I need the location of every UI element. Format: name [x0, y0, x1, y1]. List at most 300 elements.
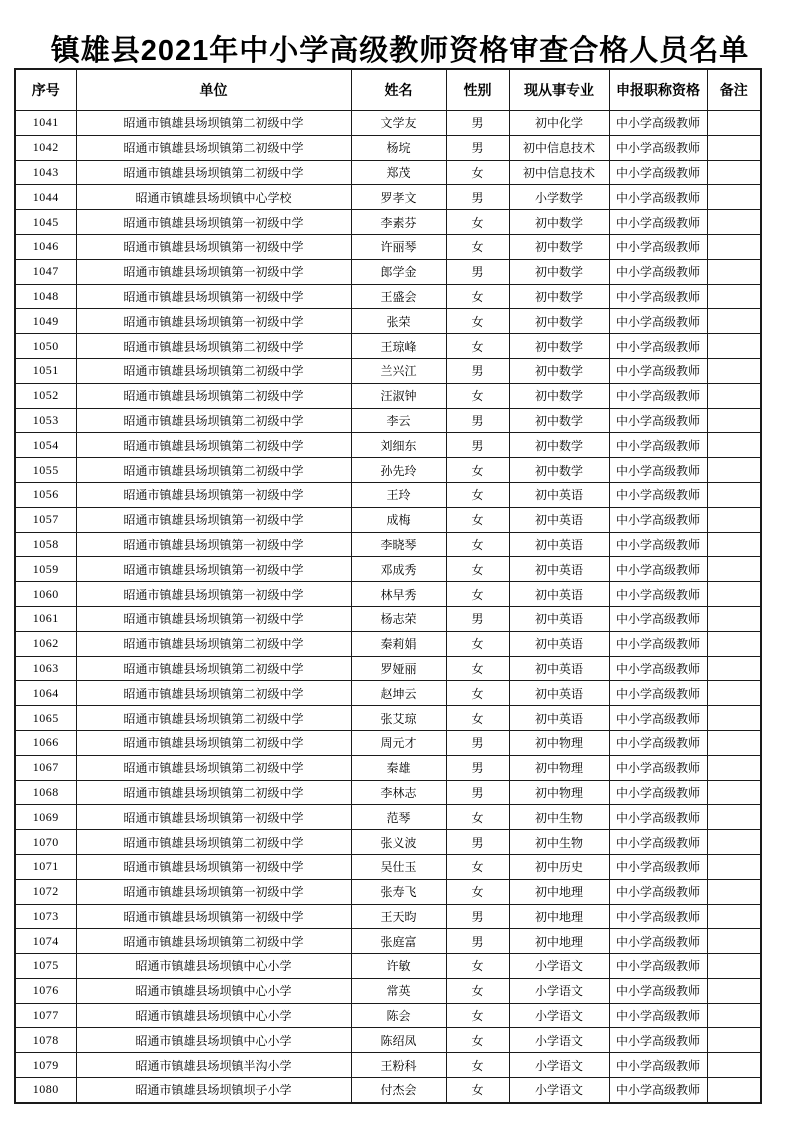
- column-header-seq: 序号: [15, 69, 76, 111]
- cell-unit: 昭通市镇雄县场坝镇第二初级中学: [76, 408, 351, 433]
- cell-unit: 昭通市镇雄县场坝镇第二初级中学: [76, 755, 351, 780]
- cell-sex: 男: [446, 408, 509, 433]
- table-row: [15, 507, 761, 532]
- cell-title: 中小学高级教师: [609, 334, 707, 359]
- table-row: [15, 284, 761, 309]
- cell-note: [707, 830, 761, 855]
- cell-unit: 昭通市镇雄县场坝镇第一初级中学: [76, 532, 351, 557]
- cell-unit: 昭通市镇雄县场坝镇第二初级中学: [76, 929, 351, 954]
- cell-seq: 1070: [15, 830, 76, 855]
- cell-note: [707, 160, 761, 185]
- cell-major: 初中数学: [509, 433, 609, 458]
- cell-name: 周元才: [351, 730, 446, 755]
- cell-unit: 昭通市镇雄县场坝镇第一初级中学: [76, 606, 351, 631]
- cell-seq: 1047: [15, 259, 76, 284]
- cell-sex: 男: [446, 111, 509, 136]
- cell-seq: 1062: [15, 631, 76, 656]
- cell-seq: 1065: [15, 706, 76, 731]
- table-row: [15, 854, 761, 879]
- table-row: [15, 557, 761, 582]
- cell-title: 中小学高级教师: [609, 358, 707, 383]
- cell-name: 孙先玲: [351, 458, 446, 483]
- cell-title: 中小学高级教师: [609, 805, 707, 830]
- cell-major: 初中地理: [509, 904, 609, 929]
- cell-seq: 1069: [15, 805, 76, 830]
- cell-seq: 1076: [15, 978, 76, 1003]
- cell-seq: 1042: [15, 135, 76, 160]
- cell-seq: 1055: [15, 458, 76, 483]
- cell-title: 中小学高级教师: [609, 730, 707, 755]
- cell-major: 初中英语: [509, 482, 609, 507]
- cell-major: 初中物理: [509, 780, 609, 805]
- table-row: [15, 830, 761, 855]
- cell-note: [707, 458, 761, 483]
- cell-note: [707, 706, 761, 731]
- cell-unit: 昭通市镇雄县场坝镇第一初级中学: [76, 582, 351, 607]
- cell-sex: 男: [446, 830, 509, 855]
- cell-note: [707, 284, 761, 309]
- cell-title: 中小学高级教师: [609, 706, 707, 731]
- cell-unit: 昭通市镇雄县场坝镇第二初级中学: [76, 706, 351, 731]
- table-row: [15, 730, 761, 755]
- cell-unit: 昭通市镇雄县场坝镇第一初级中学: [76, 904, 351, 929]
- cell-sex: 女: [446, 1078, 509, 1103]
- table-row: [15, 1028, 761, 1053]
- cell-title: 中小学高级教师: [609, 1003, 707, 1028]
- table-row: [15, 111, 761, 136]
- cell-major: 初中物理: [509, 755, 609, 780]
- table-row: [15, 706, 761, 731]
- cell-major: 初中历史: [509, 854, 609, 879]
- cell-major: 初中生物: [509, 830, 609, 855]
- cell-sex: 女: [446, 532, 509, 557]
- cell-seq: 1064: [15, 681, 76, 706]
- cell-title: 中小学高级教师: [609, 1028, 707, 1053]
- cell-title: 中小学高级教师: [609, 1053, 707, 1078]
- cell-note: [707, 805, 761, 830]
- cell-unit: 昭通市镇雄县场坝镇第二初级中学: [76, 358, 351, 383]
- cell-seq: 1059: [15, 557, 76, 582]
- cell-major: 初中数学: [509, 210, 609, 235]
- cell-unit: 昭通市镇雄县场坝镇第一初级中学: [76, 879, 351, 904]
- cell-sex: 女: [446, 160, 509, 185]
- cell-major: 初中物理: [509, 730, 609, 755]
- cell-major: 初中英语: [509, 606, 609, 631]
- cell-major: 初中数学: [509, 309, 609, 334]
- cell-name: 吴仕玉: [351, 854, 446, 879]
- cell-unit: 昭通市镇雄县场坝镇第二初级中学: [76, 656, 351, 681]
- cell-note: [707, 1003, 761, 1028]
- table-row: [15, 458, 761, 483]
- cell-unit: 昭通市镇雄县场坝镇第二初级中学: [76, 433, 351, 458]
- cell-major: 小学语文: [509, 1078, 609, 1103]
- cell-name: 陈会: [351, 1003, 446, 1028]
- cell-major: 小学数学: [509, 185, 609, 210]
- cell-title: 中小学高级教师: [609, 755, 707, 780]
- cell-note: [707, 681, 761, 706]
- cell-note: [707, 904, 761, 929]
- table-row: [15, 929, 761, 954]
- cell-name: 秦莉娟: [351, 631, 446, 656]
- cell-title: 中小学高级教师: [609, 383, 707, 408]
- cell-major: 初中数学: [509, 259, 609, 284]
- cell-title: 中小学高级教师: [609, 507, 707, 532]
- cell-sex: 女: [446, 383, 509, 408]
- cell-title: 中小学高级教师: [609, 631, 707, 656]
- cell-sex: 男: [446, 904, 509, 929]
- cell-title: 中小学高级教师: [609, 656, 707, 681]
- table-row: [15, 309, 761, 334]
- table-row: [15, 383, 761, 408]
- cell-note: [707, 879, 761, 904]
- cell-name: 林早秀: [351, 582, 446, 607]
- page-title: 镇雄县2021年中小学高级教师资格审查合格人员名单: [50, 35, 750, 67]
- column-header-name: 姓名: [351, 69, 446, 111]
- cell-title: 中小学高级教师: [609, 234, 707, 259]
- cell-note: [707, 309, 761, 334]
- cell-major: 初中英语: [509, 656, 609, 681]
- cell-note: [707, 557, 761, 582]
- table-row: [15, 606, 761, 631]
- cell-unit: 昭通市镇雄县场坝镇第二初级中学: [76, 681, 351, 706]
- cell-note: [707, 954, 761, 979]
- table-row: [15, 210, 761, 235]
- cell-sex: 男: [446, 929, 509, 954]
- cell-major: 初中英语: [509, 582, 609, 607]
- cell-sex: 女: [446, 507, 509, 532]
- cell-unit: 昭通市镇雄县场坝镇第一初级中学: [76, 854, 351, 879]
- cell-name: 张荣: [351, 309, 446, 334]
- table-row: [15, 259, 761, 284]
- cell-name: 张庭富: [351, 929, 446, 954]
- cell-note: [707, 334, 761, 359]
- table-row: [15, 631, 761, 656]
- cell-note: [707, 111, 761, 136]
- cell-name: 张义波: [351, 830, 446, 855]
- cell-major: 小学语文: [509, 1053, 609, 1078]
- cell-major: 初中英语: [509, 532, 609, 557]
- table-row: [15, 780, 761, 805]
- cell-unit: 昭通市镇雄县场坝镇坝子小学: [76, 1078, 351, 1103]
- cell-note: [707, 854, 761, 879]
- cell-unit: 昭通市镇雄县场坝镇中心小学: [76, 978, 351, 1003]
- table-row: [15, 1003, 761, 1028]
- cell-sex: 女: [446, 706, 509, 731]
- cell-note: [707, 606, 761, 631]
- cell-sex: 女: [446, 334, 509, 359]
- cell-note: [707, 929, 761, 954]
- cell-sex: 女: [446, 681, 509, 706]
- cell-name: 成梅: [351, 507, 446, 532]
- cell-seq: 1074: [15, 929, 76, 954]
- cell-seq: 1073: [15, 904, 76, 929]
- cell-major: 初中英语: [509, 557, 609, 582]
- cell-sex: 女: [446, 234, 509, 259]
- table-row: [15, 954, 761, 979]
- cell-seq: 1043: [15, 160, 76, 185]
- cell-unit: 昭通市镇雄县场坝镇第二初级中学: [76, 160, 351, 185]
- cell-name: 罗娅丽: [351, 656, 446, 681]
- cell-title: 中小学高级教师: [609, 408, 707, 433]
- cell-unit: 昭通市镇雄县场坝镇第二初级中学: [76, 631, 351, 656]
- cell-note: [707, 978, 761, 1003]
- table-row: [15, 532, 761, 557]
- cell-sex: 女: [446, 978, 509, 1003]
- cell-name: 张寿飞: [351, 879, 446, 904]
- cell-name: 郑茂: [351, 160, 446, 185]
- cell-seq: 1051: [15, 358, 76, 383]
- table-row: [15, 358, 761, 383]
- cell-note: [707, 408, 761, 433]
- cell-name: 王琼峰: [351, 334, 446, 359]
- table-row: [15, 234, 761, 259]
- cell-unit: 昭通市镇雄县场坝镇第二初级中学: [76, 458, 351, 483]
- cell-title: 中小学高级教师: [609, 135, 707, 160]
- cell-major: 初中数学: [509, 458, 609, 483]
- cell-note: [707, 582, 761, 607]
- cell-sex: 男: [446, 730, 509, 755]
- cell-title: 中小学高级教师: [609, 185, 707, 210]
- cell-major: 初中英语: [509, 681, 609, 706]
- cell-note: [707, 1028, 761, 1053]
- cell-name: 杨志荣: [351, 606, 446, 631]
- cell-unit: 昭通市镇雄县场坝镇第一初级中学: [76, 284, 351, 309]
- cell-sex: 男: [446, 433, 509, 458]
- cell-note: [707, 482, 761, 507]
- table-row: [15, 904, 761, 929]
- cell-sex: 男: [446, 358, 509, 383]
- cell-seq: 1049: [15, 309, 76, 334]
- cell-note: [707, 259, 761, 284]
- cell-unit: 昭通市镇雄县场坝镇半沟小学: [76, 1053, 351, 1078]
- cell-major: 初中数学: [509, 383, 609, 408]
- cell-note: [707, 358, 761, 383]
- cell-title: 中小学高级教师: [609, 433, 707, 458]
- table-row: [15, 135, 761, 160]
- cell-name: 李素芬: [351, 210, 446, 235]
- cell-name: 许敏: [351, 954, 446, 979]
- cell-note: [707, 507, 761, 532]
- cell-unit: 昭通市镇雄县场坝镇第一初级中学: [76, 309, 351, 334]
- cell-note: [707, 532, 761, 557]
- cell-title: 中小学高级教师: [609, 532, 707, 557]
- cell-major: 小学语文: [509, 954, 609, 979]
- cell-note: [707, 631, 761, 656]
- cell-major: 初中数学: [509, 408, 609, 433]
- cell-sex: 女: [446, 879, 509, 904]
- cell-major: 初中信息技术: [509, 160, 609, 185]
- cell-unit: 昭通市镇雄县场坝镇第一初级中学: [76, 482, 351, 507]
- cell-seq: 1067: [15, 755, 76, 780]
- cell-sex: 女: [446, 210, 509, 235]
- cell-title: 中小学高级教师: [609, 259, 707, 284]
- cell-sex: 女: [446, 309, 509, 334]
- cell-title: 中小学高级教师: [609, 309, 707, 334]
- cell-sex: 男: [446, 755, 509, 780]
- cell-title: 中小学高级教师: [609, 978, 707, 1003]
- cell-name: 陈绍凤: [351, 1028, 446, 1053]
- cell-name: 王玲: [351, 482, 446, 507]
- table-header-row: [15, 69, 761, 111]
- cell-seq: 1079: [15, 1053, 76, 1078]
- cell-title: 中小学高级教师: [609, 557, 707, 582]
- cell-seq: 1063: [15, 656, 76, 681]
- cell-sex: 女: [446, 1053, 509, 1078]
- cell-major: 初中生物: [509, 805, 609, 830]
- table-row: [15, 160, 761, 185]
- cell-title: 中小学高级教师: [609, 854, 707, 879]
- cell-major: 初中英语: [509, 706, 609, 731]
- cell-sex: 女: [446, 631, 509, 656]
- column-header-title: 申报职称资格: [609, 69, 707, 111]
- cell-title: 中小学高级教师: [609, 954, 707, 979]
- cell-note: [707, 185, 761, 210]
- cell-name: 赵坤云: [351, 681, 446, 706]
- qualified-personnel-table: [14, 68, 762, 1104]
- cell-seq: 1075: [15, 954, 76, 979]
- cell-name: 李晓琴: [351, 532, 446, 557]
- cell-note: [707, 383, 761, 408]
- cell-title: 中小学高级教师: [609, 830, 707, 855]
- cell-note: [707, 780, 761, 805]
- cell-note: [707, 656, 761, 681]
- cell-unit: 昭通市镇雄县场坝镇第一初级中学: [76, 805, 351, 830]
- cell-title: 中小学高级教师: [609, 879, 707, 904]
- cell-sex: 男: [446, 780, 509, 805]
- cell-sex: 男: [446, 185, 509, 210]
- cell-title: 中小学高级教师: [609, 1078, 707, 1103]
- cell-seq: 1044: [15, 185, 76, 210]
- cell-unit: 昭通市镇雄县场坝镇第二初级中学: [76, 111, 351, 136]
- cell-unit: 昭通市镇雄县场坝镇中心学校: [76, 185, 351, 210]
- cell-sex: 女: [446, 805, 509, 830]
- cell-seq: 1072: [15, 879, 76, 904]
- table-row: [15, 582, 761, 607]
- cell-seq: 1045: [15, 210, 76, 235]
- cell-sex: 女: [446, 482, 509, 507]
- cell-note: [707, 1053, 761, 1078]
- cell-seq: 1080: [15, 1078, 76, 1103]
- table-row: [15, 334, 761, 359]
- cell-seq: 1057: [15, 507, 76, 532]
- cell-title: 中小学高级教师: [609, 458, 707, 483]
- cell-unit: 昭通市镇雄县场坝镇第二初级中学: [76, 780, 351, 805]
- cell-unit: 昭通市镇雄县场坝镇第一初级中学: [76, 259, 351, 284]
- cell-sex: 男: [446, 606, 509, 631]
- cell-title: 中小学高级教师: [609, 904, 707, 929]
- cell-seq: 1061: [15, 606, 76, 631]
- cell-sex: 女: [446, 1003, 509, 1028]
- cell-seq: 1050: [15, 334, 76, 359]
- cell-sex: 男: [446, 259, 509, 284]
- cell-name: 许丽琴: [351, 234, 446, 259]
- cell-unit: 昭通市镇雄县场坝镇第二初级中学: [76, 334, 351, 359]
- cell-name: 张艾琼: [351, 706, 446, 731]
- table-row: [15, 879, 761, 904]
- cell-sex: 女: [446, 284, 509, 309]
- cell-seq: 1041: [15, 111, 76, 136]
- cell-name: 兰兴江: [351, 358, 446, 383]
- cell-note: [707, 1078, 761, 1103]
- cell-name: 常英: [351, 978, 446, 1003]
- cell-seq: 1053: [15, 408, 76, 433]
- column-header-sex: 性别: [446, 69, 509, 111]
- table-row: [15, 978, 761, 1003]
- cell-major: 小学语文: [509, 1003, 609, 1028]
- cell-major: 初中数学: [509, 358, 609, 383]
- cell-title: 中小学高级教师: [609, 160, 707, 185]
- cell-major: 初中英语: [509, 631, 609, 656]
- cell-unit: 昭通市镇雄县场坝镇第一初级中学: [76, 557, 351, 582]
- table-row: [15, 656, 761, 681]
- cell-title: 中小学高级教师: [609, 681, 707, 706]
- cell-title: 中小学高级教师: [609, 284, 707, 309]
- cell-major: 初中地理: [509, 879, 609, 904]
- column-header-note: 备注: [707, 69, 761, 111]
- cell-major: 小学语文: [509, 978, 609, 1003]
- cell-unit: 昭通市镇雄县场坝镇中心小学: [76, 1003, 351, 1028]
- cell-unit: 昭通市镇雄县场坝镇中心小学: [76, 954, 351, 979]
- cell-sex: 女: [446, 1028, 509, 1053]
- cell-major: 初中数学: [509, 334, 609, 359]
- table-row: [15, 681, 761, 706]
- cell-name: 李林志: [351, 780, 446, 805]
- cell-seq: 1046: [15, 234, 76, 259]
- cell-major: 初中化学: [509, 111, 609, 136]
- cell-note: [707, 755, 761, 780]
- table-row: [15, 408, 761, 433]
- cell-seq: 1048: [15, 284, 76, 309]
- cell-name: 汪淑钟: [351, 383, 446, 408]
- cell-note: [707, 210, 761, 235]
- cell-major: 初中英语: [509, 507, 609, 532]
- cell-sex: 男: [446, 135, 509, 160]
- cell-unit: 昭通市镇雄县场坝镇第二初级中学: [76, 830, 351, 855]
- cell-unit: 昭通市镇雄县场坝镇第二初级中学: [76, 135, 351, 160]
- table-row: [15, 1078, 761, 1103]
- cell-seq: 1054: [15, 433, 76, 458]
- cell-seq: 1060: [15, 582, 76, 607]
- cell-name: 杨垸: [351, 135, 446, 160]
- cell-title: 中小学高级教师: [609, 929, 707, 954]
- cell-major: 初中信息技术: [509, 135, 609, 160]
- cell-name: 秦雄: [351, 755, 446, 780]
- table-row: [15, 433, 761, 458]
- cell-major: 小学语文: [509, 1028, 609, 1053]
- cell-note: [707, 234, 761, 259]
- table-row: [15, 755, 761, 780]
- cell-unit: 昭通市镇雄县场坝镇中心小学: [76, 1028, 351, 1053]
- cell-unit: 昭通市镇雄县场坝镇第一初级中学: [76, 507, 351, 532]
- cell-seq: 1071: [15, 854, 76, 879]
- table-row: [15, 185, 761, 210]
- cell-seq: 1077: [15, 1003, 76, 1028]
- cell-title: 中小学高级教师: [609, 111, 707, 136]
- column-header-unit: 单位: [76, 69, 351, 111]
- cell-note: [707, 730, 761, 755]
- cell-title: 中小学高级教师: [609, 482, 707, 507]
- cell-unit: 昭通市镇雄县场坝镇第一初级中学: [76, 234, 351, 259]
- cell-seq: 1052: [15, 383, 76, 408]
- cell-name: 王粉科: [351, 1053, 446, 1078]
- cell-name: 付杰会: [351, 1078, 446, 1103]
- table-row: [15, 1053, 761, 1078]
- cell-unit: 昭通市镇雄县场坝镇第一初级中学: [76, 210, 351, 235]
- cell-sex: 女: [446, 854, 509, 879]
- cell-title: 中小学高级教师: [609, 780, 707, 805]
- cell-sex: 女: [446, 656, 509, 681]
- cell-major: 初中地理: [509, 929, 609, 954]
